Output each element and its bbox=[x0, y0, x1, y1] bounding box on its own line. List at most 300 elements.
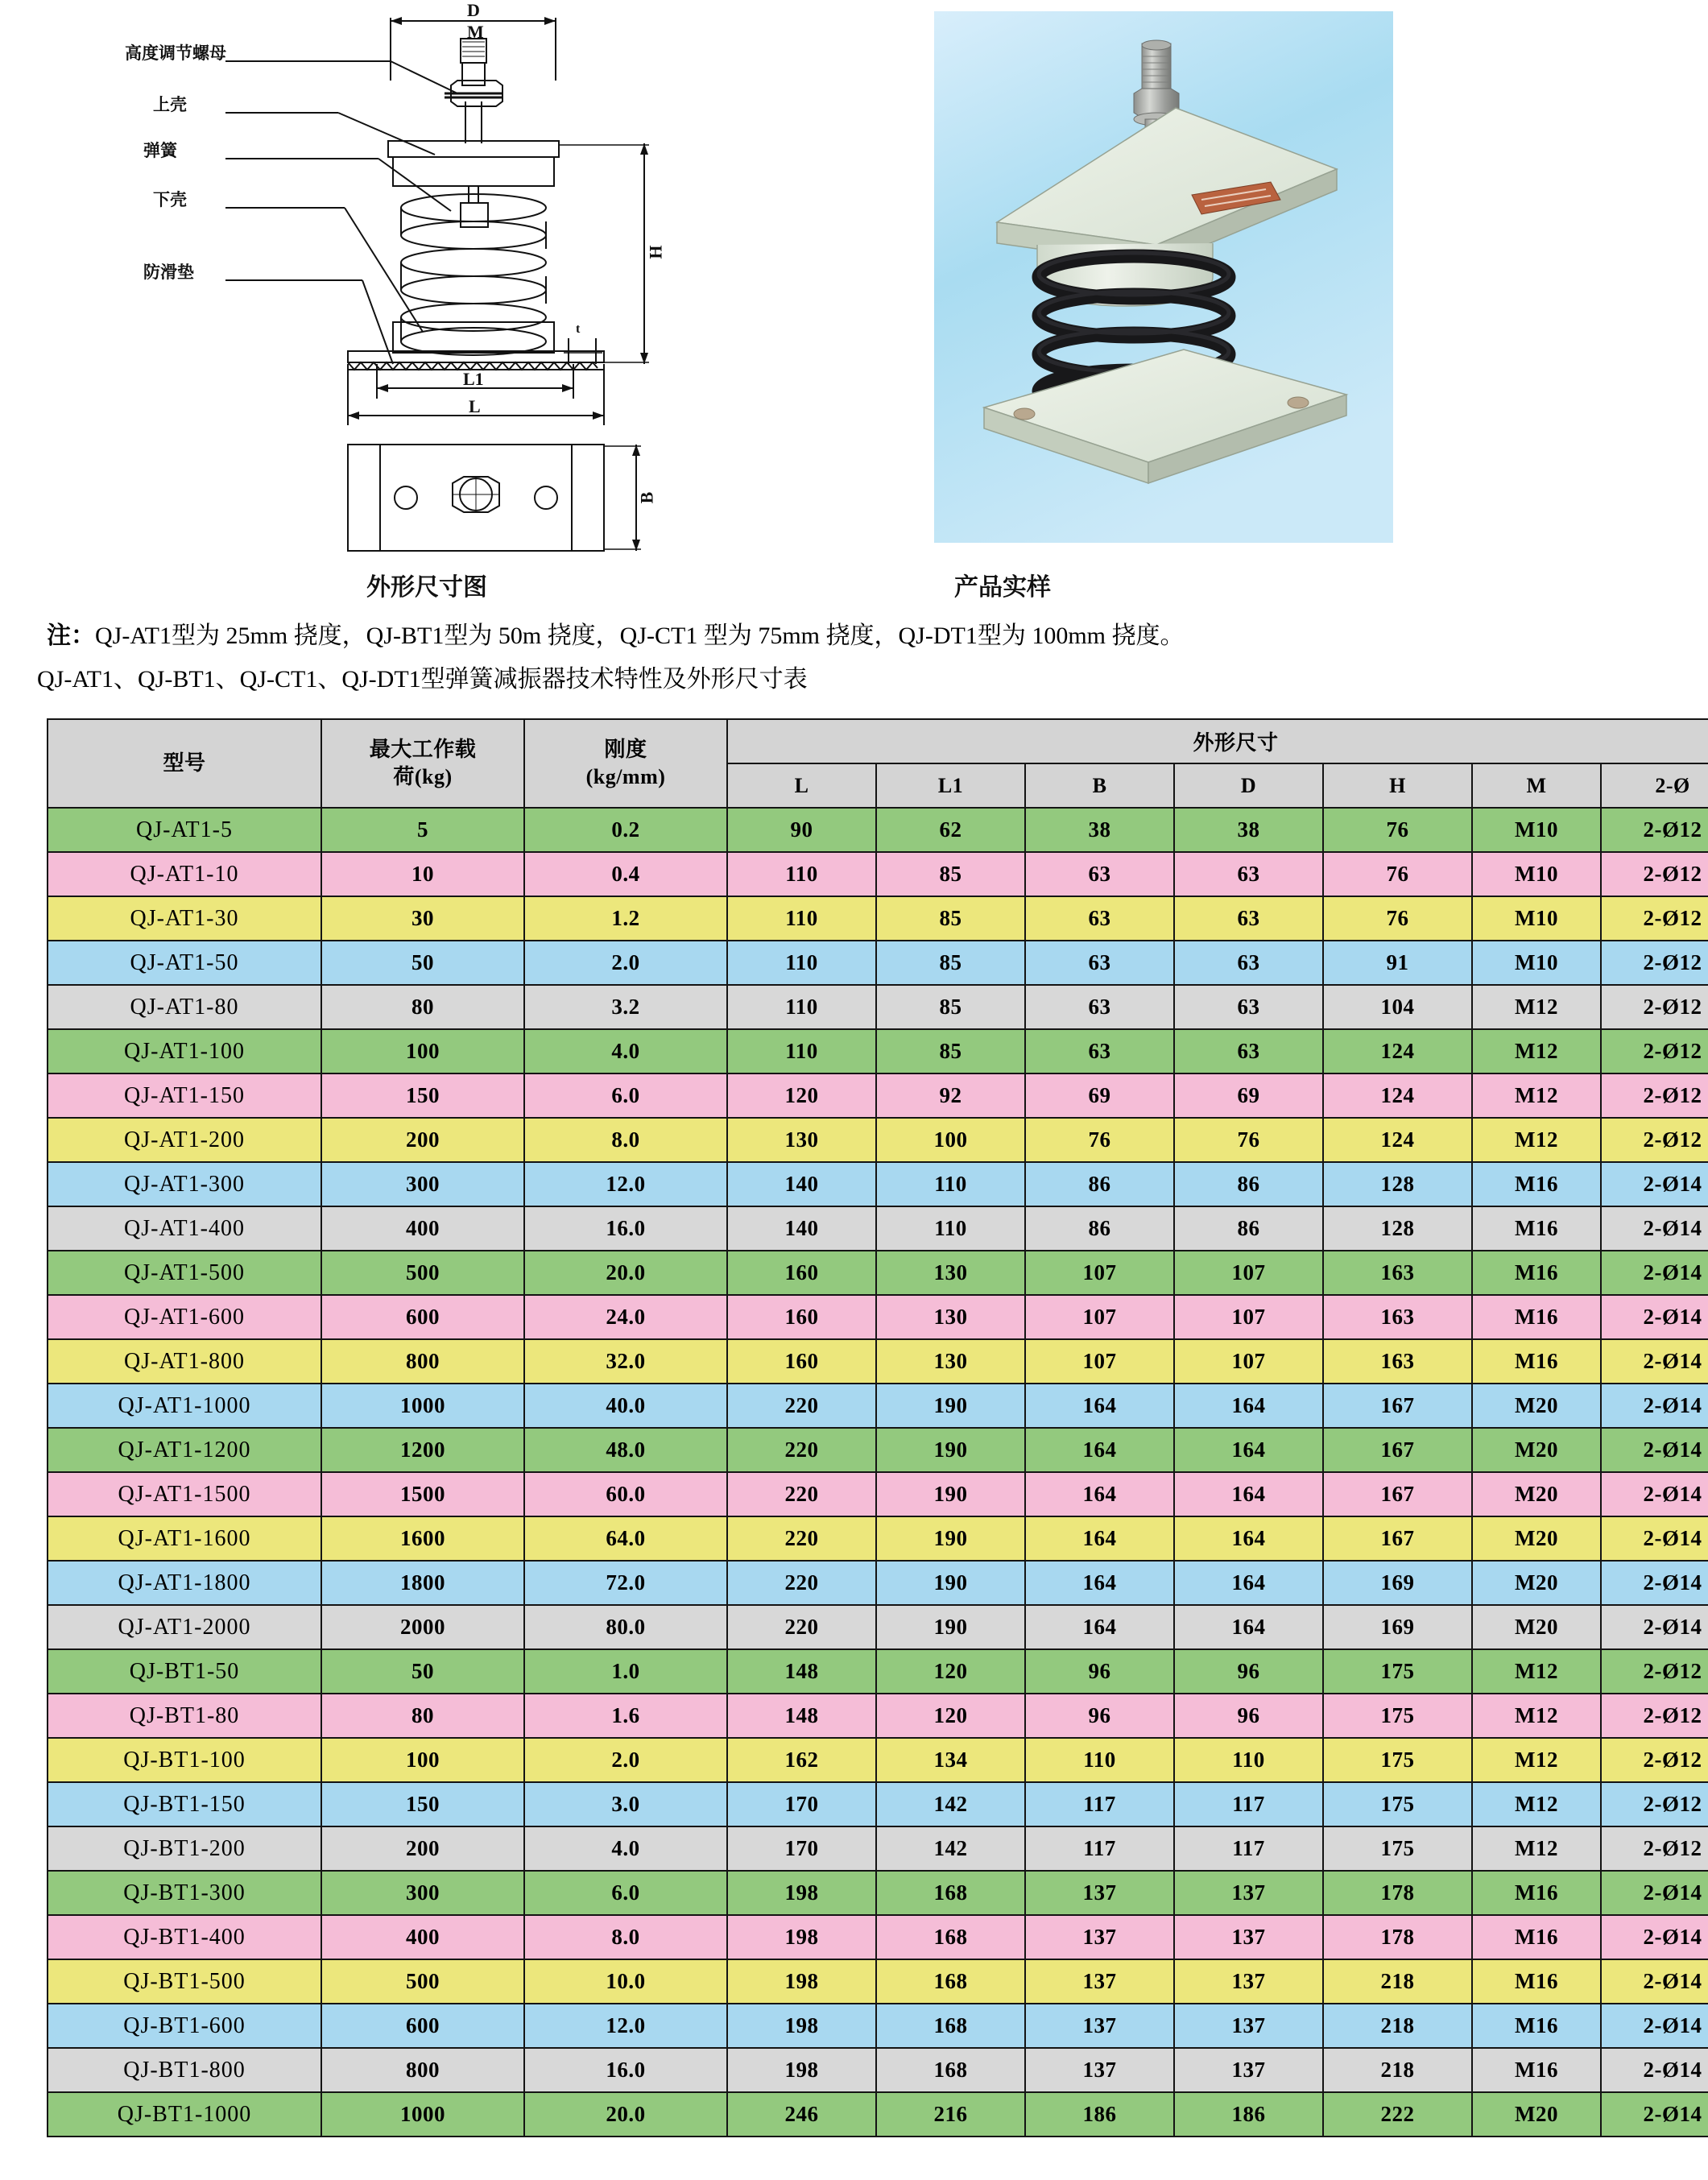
model-cell: QJ-AT1-800 bbox=[48, 1339, 321, 1384]
dim-B-cell: 117 bbox=[1025, 1826, 1174, 1871]
table-row bbox=[48, 1073, 1708, 1118]
dim-H-cell: 169 bbox=[1323, 1605, 1472, 1649]
thread-cell: M20 bbox=[1472, 2092, 1601, 2137]
load-cell: 600 bbox=[321, 2004, 524, 2048]
table-row bbox=[48, 1251, 1708, 1295]
dim-L1-cell: 85 bbox=[876, 985, 1025, 1029]
load-cell: 300 bbox=[321, 1871, 524, 1915]
stiffness-cell: 64.0 bbox=[524, 1516, 727, 1561]
table-row bbox=[48, 1738, 1708, 1782]
stiffness-cell: 48.0 bbox=[524, 1428, 727, 1472]
table-row bbox=[48, 1206, 1708, 1251]
dim-L1-cell: 134 bbox=[876, 1738, 1025, 1782]
table-row bbox=[48, 1871, 1708, 1915]
dim-D-cell: 164 bbox=[1174, 1605, 1323, 1649]
dim-H-cell: 167 bbox=[1323, 1516, 1472, 1561]
stiffness-cell: 80.0 bbox=[524, 1605, 727, 1649]
stiffness-cell: 24.0 bbox=[524, 1295, 727, 1339]
dim-B-cell: 117 bbox=[1025, 1782, 1174, 1826]
dim-H-cell: 178 bbox=[1323, 1915, 1472, 1959]
dim-L1-cell: 168 bbox=[876, 1871, 1025, 1915]
dimension-label-M: M bbox=[467, 22, 484, 42]
dim-D-cell: 137 bbox=[1174, 2004, 1323, 2048]
dim-L-cell: 160 bbox=[727, 1251, 876, 1295]
dim-H-cell: 124 bbox=[1323, 1029, 1472, 1073]
hole-cell: 2-Ø12 bbox=[1601, 941, 1708, 985]
dim-D-cell: 96 bbox=[1174, 1694, 1323, 1738]
dimension-label-L1: L1 bbox=[463, 369, 484, 389]
dim-L-cell: 198 bbox=[727, 1959, 876, 2004]
dim-L-cell: 110 bbox=[727, 985, 876, 1029]
stiffness-cell: 6.0 bbox=[524, 1871, 727, 1915]
callout-label-height-adjust-nut: 高度调节螺母 bbox=[125, 43, 226, 63]
table-row bbox=[48, 1516, 1708, 1561]
dim-L-cell: 198 bbox=[727, 1871, 876, 1915]
stiffness-cell: 72.0 bbox=[524, 1561, 727, 1605]
stiffness-cell: 12.0 bbox=[524, 2004, 727, 2048]
dim-B-cell: 137 bbox=[1025, 1871, 1174, 1915]
hole-cell: 2-Ø14 bbox=[1601, 1561, 1708, 1605]
dim-D-cell: 137 bbox=[1174, 1915, 1323, 1959]
spec-table-body bbox=[48, 808, 1708, 2137]
table-row bbox=[48, 1694, 1708, 1738]
dim-H-cell: 175 bbox=[1323, 1782, 1472, 1826]
stiffness-cell: 0.2 bbox=[524, 808, 727, 852]
header-stiffness-line2: (kg/mm) bbox=[585, 765, 666, 788]
table-row bbox=[48, 1428, 1708, 1472]
header-sub-D: D bbox=[1174, 763, 1323, 808]
header-stiffness-line1: 刚度 bbox=[604, 738, 647, 762]
dim-B-cell: 69 bbox=[1025, 1073, 1174, 1118]
table-row bbox=[48, 1561, 1708, 1605]
spec-table-head bbox=[48, 719, 1708, 808]
product-photo-frame bbox=[934, 11, 1393, 543]
model-cell: QJ-BT1-150 bbox=[48, 1782, 321, 1826]
thread-cell: M12 bbox=[1472, 1029, 1601, 1073]
header-sub-B: B bbox=[1025, 763, 1174, 808]
dimension-label-B: B bbox=[636, 491, 657, 504]
table-row bbox=[48, 1782, 1708, 1826]
load-cell: 100 bbox=[321, 1738, 524, 1782]
table-row bbox=[48, 1472, 1708, 1516]
dim-D-cell: 137 bbox=[1174, 1871, 1323, 1915]
header-max-load-line2: 荷(kg) bbox=[393, 765, 453, 788]
dim-L1-cell: 120 bbox=[876, 1649, 1025, 1694]
hole-cell: 2-Ø14 bbox=[1601, 1428, 1708, 1472]
dim-L1-cell: 130 bbox=[876, 1295, 1025, 1339]
thread-cell: M16 bbox=[1472, 1206, 1601, 1251]
dim-L-cell: 160 bbox=[727, 1339, 876, 1384]
model-cell: QJ-BT1-80 bbox=[48, 1694, 321, 1738]
stiffness-cell: 1.2 bbox=[524, 896, 727, 941]
table-row bbox=[48, 2092, 1708, 2137]
thread-cell: M10 bbox=[1472, 941, 1601, 985]
thread-cell: M16 bbox=[1472, 2004, 1601, 2048]
thread-cell: M20 bbox=[1472, 1561, 1601, 1605]
thread-cell: M16 bbox=[1472, 1339, 1601, 1384]
drawing-svg bbox=[0, 0, 926, 564]
thread-cell: M12 bbox=[1472, 1738, 1601, 1782]
load-cell: 80 bbox=[321, 1694, 524, 1738]
hole-cell: 2-Ø12 bbox=[1601, 896, 1708, 941]
stiffness-cell: 32.0 bbox=[524, 1339, 727, 1384]
model-cell: QJ-BT1-50 bbox=[48, 1649, 321, 1694]
dim-L1-cell: 168 bbox=[876, 2048, 1025, 2092]
dim-L1-cell: 142 bbox=[876, 1782, 1025, 1826]
load-cell: 500 bbox=[321, 1251, 524, 1295]
dim-B-cell: 164 bbox=[1025, 1516, 1174, 1561]
load-cell: 30 bbox=[321, 896, 524, 941]
thread-cell: M20 bbox=[1472, 1428, 1601, 1472]
table-row bbox=[48, 1915, 1708, 1959]
dim-L1-cell: 110 bbox=[876, 1206, 1025, 1251]
dim-B-cell: 76 bbox=[1025, 1118, 1174, 1162]
table-row bbox=[48, 941, 1708, 985]
hole-cell: 2-Ø12 bbox=[1601, 1738, 1708, 1782]
load-cell: 1000 bbox=[321, 1384, 524, 1428]
load-cell: 100 bbox=[321, 1029, 524, 1073]
dim-L-cell: 170 bbox=[727, 1782, 876, 1826]
dim-D-cell: 164 bbox=[1174, 1561, 1323, 1605]
hole-cell: 2-Ø14 bbox=[1601, 1915, 1708, 1959]
dim-B-cell: 164 bbox=[1025, 1428, 1174, 1472]
hole-cell: 2-Ø14 bbox=[1601, 1472, 1708, 1516]
table-title bbox=[37, 662, 1698, 697]
dim-L1-cell: 92 bbox=[876, 1073, 1025, 1118]
dim-B-cell: 107 bbox=[1025, 1251, 1174, 1295]
dim-B-cell: 164 bbox=[1025, 1472, 1174, 1516]
load-cell: 150 bbox=[321, 1782, 524, 1826]
hole-cell: 2-Ø14 bbox=[1601, 1251, 1708, 1295]
dim-D-cell: 164 bbox=[1174, 1472, 1323, 1516]
dim-B-cell: 137 bbox=[1025, 2048, 1174, 2092]
thread-cell: M16 bbox=[1472, 1915, 1601, 1959]
dim-D-cell: 137 bbox=[1174, 1959, 1323, 2004]
table-row bbox=[48, 985, 1708, 1029]
dim-B-cell: 164 bbox=[1025, 1384, 1174, 1428]
dim-B-cell: 110 bbox=[1025, 1738, 1174, 1782]
hole-cell: 2-Ø12 bbox=[1601, 1694, 1708, 1738]
model-cell: QJ-BT1-1000 bbox=[48, 2092, 321, 2137]
dim-H-cell: 128 bbox=[1323, 1162, 1472, 1206]
stiffness-cell: 1.6 bbox=[524, 1694, 727, 1738]
thread-cell: M20 bbox=[1472, 1472, 1601, 1516]
table-row bbox=[48, 1826, 1708, 1871]
dim-L-cell: 140 bbox=[727, 1162, 876, 1206]
load-cell: 5 bbox=[321, 808, 524, 852]
stiffness-cell: 8.0 bbox=[524, 1915, 727, 1959]
stiffness-cell: 10.0 bbox=[524, 1959, 727, 2004]
thread-cell: M16 bbox=[1472, 1162, 1601, 1206]
product-photo-illustration bbox=[934, 11, 1393, 543]
product-photo bbox=[934, 11, 1393, 543]
stiffness-cell: 4.0 bbox=[524, 1029, 727, 1073]
hole-cell: 2-Ø14 bbox=[1601, 1959, 1708, 2004]
thread-cell: M10 bbox=[1472, 852, 1601, 896]
dim-L1-cell: 100 bbox=[876, 1118, 1025, 1162]
dim-H-cell: 167 bbox=[1323, 1472, 1472, 1516]
hole-cell: 2-Ø14 bbox=[1601, 1295, 1708, 1339]
thread-cell: M20 bbox=[1472, 1605, 1601, 1649]
hole-cell: 2-Ø12 bbox=[1601, 1826, 1708, 1871]
table-title-text: QJ-AT1、QJ-BT1、QJ-CT1、QJ-DT1型弹簧减振器技术特性及外形尺寸表 bbox=[37, 666, 808, 693]
dim-H-cell: 167 bbox=[1323, 1428, 1472, 1472]
header-sub-M: M bbox=[1472, 763, 1601, 808]
table-row bbox=[48, 1339, 1708, 1384]
dim-H-cell: 128 bbox=[1323, 1206, 1472, 1251]
dim-L1-cell: 190 bbox=[876, 1605, 1025, 1649]
dim-D-cell: 164 bbox=[1174, 1384, 1323, 1428]
load-cell: 2000 bbox=[321, 1605, 524, 1649]
header-sub-L1: L1 bbox=[876, 763, 1025, 808]
dim-L-cell: 220 bbox=[727, 1428, 876, 1472]
table-row bbox=[48, 896, 1708, 941]
thread-cell: M20 bbox=[1472, 1384, 1601, 1428]
thread-cell: M20 bbox=[1472, 1516, 1601, 1561]
stiffness-cell: 0.4 bbox=[524, 852, 727, 896]
load-cell: 10 bbox=[321, 852, 524, 896]
figure-captions bbox=[0, 564, 1708, 604]
model-cell: QJ-BT1-200 bbox=[48, 1826, 321, 1871]
thread-cell: M12 bbox=[1472, 1118, 1601, 1162]
dim-L1-cell: 190 bbox=[876, 1516, 1025, 1561]
model-cell: QJ-BT1-600 bbox=[48, 2004, 321, 2048]
load-cell: 400 bbox=[321, 1915, 524, 1959]
dim-B-cell: 63 bbox=[1025, 896, 1174, 941]
dim-D-cell: 96 bbox=[1174, 1649, 1323, 1694]
dim-L1-cell: 85 bbox=[876, 941, 1025, 985]
dim-L-cell: 148 bbox=[727, 1694, 876, 1738]
dimension-label-t: t bbox=[576, 322, 581, 336]
dim-H-cell: 175 bbox=[1323, 1826, 1472, 1871]
thread-cell: M16 bbox=[1472, 1295, 1601, 1339]
stiffness-cell: 3.2 bbox=[524, 985, 727, 1029]
model-cell: QJ-AT1-30 bbox=[48, 896, 321, 941]
dim-L-cell: 198 bbox=[727, 2048, 876, 2092]
dim-L1-cell: 110 bbox=[876, 1162, 1025, 1206]
hole-cell: 2-Ø14 bbox=[1601, 2092, 1708, 2137]
note-line-deflection bbox=[47, 618, 1698, 654]
dim-L1-cell: 62 bbox=[876, 808, 1025, 852]
dim-B-cell: 63 bbox=[1025, 941, 1174, 985]
table-row bbox=[48, 1029, 1708, 1073]
dim-L1-cell: 130 bbox=[876, 1251, 1025, 1295]
dim-D-cell: 63 bbox=[1174, 941, 1323, 985]
dim-D-cell: 107 bbox=[1174, 1339, 1323, 1384]
load-cell: 200 bbox=[321, 1826, 524, 1871]
dimension-label-L: L bbox=[469, 396, 481, 416]
hole-cell: 2-Ø14 bbox=[1601, 1384, 1708, 1428]
dim-D-cell: 76 bbox=[1174, 1118, 1323, 1162]
dim-L-cell: 148 bbox=[727, 1649, 876, 1694]
header-sub-phi: 2-Ø bbox=[1601, 763, 1708, 808]
dim-B-cell: 86 bbox=[1025, 1162, 1174, 1206]
table-row bbox=[48, 1118, 1708, 1162]
callout-label-lower-shell: 下壳 bbox=[153, 190, 187, 209]
stiffness-cell: 40.0 bbox=[524, 1384, 727, 1428]
dim-B-cell: 107 bbox=[1025, 1295, 1174, 1339]
dimension-label-D: D bbox=[467, 0, 480, 20]
model-cell: QJ-AT1-150 bbox=[48, 1073, 321, 1118]
dim-L1-cell: 85 bbox=[876, 1029, 1025, 1073]
dim-H-cell: 163 bbox=[1323, 1251, 1472, 1295]
stiffness-cell: 20.0 bbox=[524, 1251, 727, 1295]
thread-cell: M12 bbox=[1472, 1694, 1601, 1738]
thread-cell: M12 bbox=[1472, 1649, 1601, 1694]
header-model: 型号 bbox=[48, 719, 321, 808]
spec-table bbox=[47, 718, 1708, 2137]
load-cell: 50 bbox=[321, 1649, 524, 1694]
load-cell: 1000 bbox=[321, 2092, 524, 2137]
spec-table-wrapper bbox=[47, 718, 1702, 2137]
dim-L-cell: 220 bbox=[727, 1472, 876, 1516]
caption-outline-drawing: 外形尺寸图 bbox=[366, 573, 487, 602]
dim-H-cell: 124 bbox=[1323, 1073, 1472, 1118]
dim-L1-cell: 142 bbox=[876, 1826, 1025, 1871]
dim-L-cell: 162 bbox=[727, 1738, 876, 1782]
thread-cell: M10 bbox=[1472, 808, 1601, 852]
load-cell: 300 bbox=[321, 1162, 524, 1206]
header-max-load bbox=[321, 719, 524, 808]
hole-cell: 2-Ø14 bbox=[1601, 1162, 1708, 1206]
dim-B-cell: 186 bbox=[1025, 2092, 1174, 2137]
dim-B-cell: 137 bbox=[1025, 1959, 1174, 2004]
dim-D-cell: 63 bbox=[1174, 985, 1323, 1029]
dim-H-cell: 175 bbox=[1323, 1649, 1472, 1694]
dim-L-cell: 130 bbox=[727, 1118, 876, 1162]
stiffness-cell: 60.0 bbox=[524, 1472, 727, 1516]
dim-L-cell: 220 bbox=[727, 1516, 876, 1561]
dim-L-cell: 90 bbox=[727, 808, 876, 852]
dim-L-cell: 198 bbox=[727, 2004, 876, 2048]
load-cell: 500 bbox=[321, 1959, 524, 2004]
dim-H-cell: 222 bbox=[1323, 2092, 1472, 2137]
dim-L-cell: 110 bbox=[727, 896, 876, 941]
dim-D-cell: 86 bbox=[1174, 1162, 1323, 1206]
dimension-label-H: H bbox=[645, 245, 666, 259]
figures-area bbox=[0, 0, 1708, 612]
table-row bbox=[48, 1649, 1708, 1694]
dim-D-cell: 86 bbox=[1174, 1206, 1323, 1251]
dim-L1-cell: 130 bbox=[876, 1339, 1025, 1384]
model-cell: QJ-BT1-400 bbox=[48, 1915, 321, 1959]
hole-cell: 2-Ø14 bbox=[1601, 2048, 1708, 2092]
stiffness-cell: 16.0 bbox=[524, 1206, 727, 1251]
dim-H-cell: 76 bbox=[1323, 808, 1472, 852]
dim-L-cell: 220 bbox=[727, 1605, 876, 1649]
callout-label-spring: 弹簧 bbox=[143, 141, 177, 160]
model-cell: QJ-AT1-1200 bbox=[48, 1428, 321, 1472]
table-row bbox=[48, 2004, 1708, 2048]
stiffness-cell: 1.0 bbox=[524, 1649, 727, 1694]
dim-D-cell: 107 bbox=[1174, 1251, 1323, 1295]
model-cell: QJ-AT1-300 bbox=[48, 1162, 321, 1206]
dim-H-cell: 218 bbox=[1323, 2048, 1472, 2092]
header-sub-H: H bbox=[1323, 763, 1472, 808]
load-cell: 50 bbox=[321, 941, 524, 985]
dim-B-cell: 63 bbox=[1025, 985, 1174, 1029]
model-cell: QJ-AT1-400 bbox=[48, 1206, 321, 1251]
dim-H-cell: 175 bbox=[1323, 1694, 1472, 1738]
hole-cell: 2-Ø12 bbox=[1601, 1118, 1708, 1162]
load-cell: 800 bbox=[321, 1339, 524, 1384]
load-cell: 1800 bbox=[321, 1561, 524, 1605]
hole-cell: 2-Ø12 bbox=[1601, 852, 1708, 896]
hole-cell: 2-Ø12 bbox=[1601, 808, 1708, 852]
dim-L-cell: 110 bbox=[727, 1029, 876, 1073]
callout-label-anti-slip-pad: 防滑垫 bbox=[143, 263, 194, 282]
model-cell: QJ-AT1-10 bbox=[48, 852, 321, 896]
dim-B-cell: 137 bbox=[1025, 2004, 1174, 2048]
hole-cell: 2-Ø12 bbox=[1601, 1029, 1708, 1073]
model-cell: QJ-AT1-2000 bbox=[48, 1605, 321, 1649]
thread-cell: M16 bbox=[1472, 2048, 1601, 2092]
model-cell: QJ-AT1-1600 bbox=[48, 1516, 321, 1561]
model-cell: QJ-BT1-300 bbox=[48, 1871, 321, 1915]
hole-cell: 2-Ø14 bbox=[1601, 1206, 1708, 1251]
hole-cell: 2-Ø12 bbox=[1601, 985, 1708, 1029]
load-cell: 1200 bbox=[321, 1428, 524, 1472]
hole-cell: 2-Ø14 bbox=[1601, 1339, 1708, 1384]
dim-D-cell: 63 bbox=[1174, 852, 1323, 896]
dim-B-cell: 96 bbox=[1025, 1649, 1174, 1694]
thread-cell: M16 bbox=[1472, 1959, 1601, 2004]
dim-B-cell: 107 bbox=[1025, 1339, 1174, 1384]
hole-cell: 2-Ø14 bbox=[1601, 1516, 1708, 1561]
thread-cell: M16 bbox=[1472, 1871, 1601, 1915]
dim-L-cell: 110 bbox=[727, 941, 876, 985]
model-cell: QJ-AT1-80 bbox=[48, 985, 321, 1029]
dim-H-cell: 124 bbox=[1323, 1118, 1472, 1162]
model-cell: QJ-BT1-500 bbox=[48, 1959, 321, 2004]
dim-B-cell: 63 bbox=[1025, 1029, 1174, 1073]
model-cell: QJ-AT1-600 bbox=[48, 1295, 321, 1339]
model-cell: QJ-AT1-1800 bbox=[48, 1561, 321, 1605]
dim-L1-cell: 85 bbox=[876, 896, 1025, 941]
dim-L1-cell: 168 bbox=[876, 2004, 1025, 2048]
dim-L1-cell: 168 bbox=[876, 1959, 1025, 2004]
dim-L-cell: 160 bbox=[727, 1295, 876, 1339]
stiffness-cell: 12.0 bbox=[524, 1162, 727, 1206]
table-row bbox=[48, 2048, 1708, 2092]
load-cell: 150 bbox=[321, 1073, 524, 1118]
dim-L1-cell: 85 bbox=[876, 852, 1025, 896]
dim-D-cell: 110 bbox=[1174, 1738, 1323, 1782]
table-row bbox=[48, 808, 1708, 852]
dim-L1-cell: 216 bbox=[876, 2092, 1025, 2137]
caption-product-photo: 产品实样 bbox=[954, 573, 1051, 602]
table-row bbox=[48, 1605, 1708, 1649]
load-cell: 400 bbox=[321, 1206, 524, 1251]
dim-D-cell: 38 bbox=[1174, 808, 1323, 852]
callout-label-upper-shell: 上壳 bbox=[153, 95, 187, 114]
header-outer-dimensions: 外形尺寸 bbox=[727, 719, 1708, 763]
dim-B-cell: 38 bbox=[1025, 808, 1174, 852]
thread-cell: M12 bbox=[1472, 985, 1601, 1029]
dim-H-cell: 91 bbox=[1323, 941, 1472, 985]
stiffness-cell: 8.0 bbox=[524, 1118, 727, 1162]
dim-D-cell: 137 bbox=[1174, 2048, 1323, 2092]
thread-cell: M10 bbox=[1472, 896, 1601, 941]
dim-L-cell: 220 bbox=[727, 1384, 876, 1428]
stiffness-cell: 4.0 bbox=[524, 1826, 727, 1871]
load-cell: 80 bbox=[321, 985, 524, 1029]
stiffness-cell: 3.0 bbox=[524, 1782, 727, 1826]
dim-L-cell: 140 bbox=[727, 1206, 876, 1251]
thread-cell: M12 bbox=[1472, 1073, 1601, 1118]
hole-cell: 2-Ø14 bbox=[1601, 1871, 1708, 1915]
model-cell: QJ-AT1-1500 bbox=[48, 1472, 321, 1516]
